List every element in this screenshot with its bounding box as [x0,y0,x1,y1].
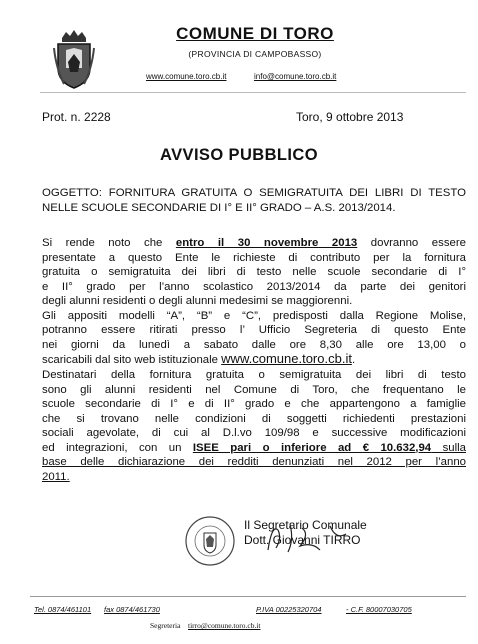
footer-office-email[interactable]: tirro@comune.toro.cb.it [188,621,261,630]
province-subtitle: (PROVINCIA DI CAMPOBASSO) [188,49,322,59]
body-line: potranno essere ritirati presso l’ Ufficio Segreteria di questo Ente [42,324,466,336]
signatory-role: Il Segretario Comunale [244,518,367,532]
subject-paragraph: OGGETTO: FORNITURA GRATUITA O SEMIGRATUITA DEI LIBRI DI TESTO NELLE SCUOLE SECONDARIE DI I° E II° GRADO – A.S. 2013/2014. [42,187,466,214]
body-text-span: sulla [431,441,466,454]
body-line: Gli appositi modelli “A”, “B” e “C”, predisposti dalla Regione Molise, [42,309,466,322]
body-text-span: dovranno essere [357,237,466,249]
notice-title: AVVISO PUBBLICO [160,146,318,164]
footer-vat-number: P.IVA 00225320704 [256,605,322,614]
body-line: e II° grado per l’anno scolastico 2013/2014 da parte dei genitori [42,280,466,293]
protocol-number: Prot. n. 2228 [42,110,111,124]
deadline-highlight: entro il 30 novembre 2013 [175,237,358,249]
body-line [42,441,466,456]
body-line: sociali agevolate, di cui al D.l.vo 109/98 e successive modificazioni [42,427,466,439]
body-text-span: Si rende noto che [42,237,176,249]
body-line: presentate a questo Ente le richieste di contributo per la fornitura [42,251,466,264]
header-divider [40,92,466,93]
footer-office-label: Segreteria [150,621,181,630]
signatory-name: Dott. Giovanni TIRRO [244,533,361,547]
municipal-crest-icon [52,28,96,90]
body-line: gratuita o semigratuita dei libri di testo nelle scuole secondarie di I° [42,266,466,278]
municipality-title: COMUNE DI TORO [176,24,334,43]
footer-divider [30,596,466,597]
body-line: degli alunni residenti o degli alunni medesimi se maggiorenni. [42,295,353,307]
footer-fax: fax 0874/461730 [104,605,160,614]
body-line: sono gli alunni residenti nel Comune di Toro, che frequentano le [42,383,466,396]
body-line [42,352,466,368]
body-text-span: ed integrazioni, con un [42,441,193,454]
body-line: nei giorni da lunedì a sabato dalle ore 8,30 alle ore 13,00 o [42,338,466,351]
handwritten-signature [250,520,360,554]
official-stamp-icon [184,515,236,567]
institutional-website-link[interactable]: www.comune.toro.cb.it [221,351,352,366]
body-line: che si trovano nelle condizioni di soggetti richiedenti prestazioni [42,412,466,425]
body-line: Destinatari della fornitura gratuita o semigratuita dei libri di testo [42,369,466,381]
website-link[interactable]: www.comune.toro.cb.it [146,72,227,81]
body-line: 2011. [42,470,70,483]
body-text-span: scaricabili dal sito web istituzionale [42,354,222,366]
body-line: base delle dichiarazione dei redditi denunziati nel 2012 per l’anno [42,456,466,468]
body-text-span: . [351,354,356,366]
footer-phone: Tel. 0874/461101 [34,605,92,614]
body-line: scuole secondarie di I° e di II° grado e che appartengono a famiglie [42,398,466,410]
document-date: Toro, 9 ottobre 2013 [296,110,404,124]
isee-threshold-highlight: ISEE pari o inferiore ad € 10.632,94 [192,441,432,454]
email-link[interactable]: info@comune.toro.cb.it [254,72,337,81]
footer-tax-code: - C.F. 80007030705 [346,605,412,614]
body-line [42,236,466,251]
